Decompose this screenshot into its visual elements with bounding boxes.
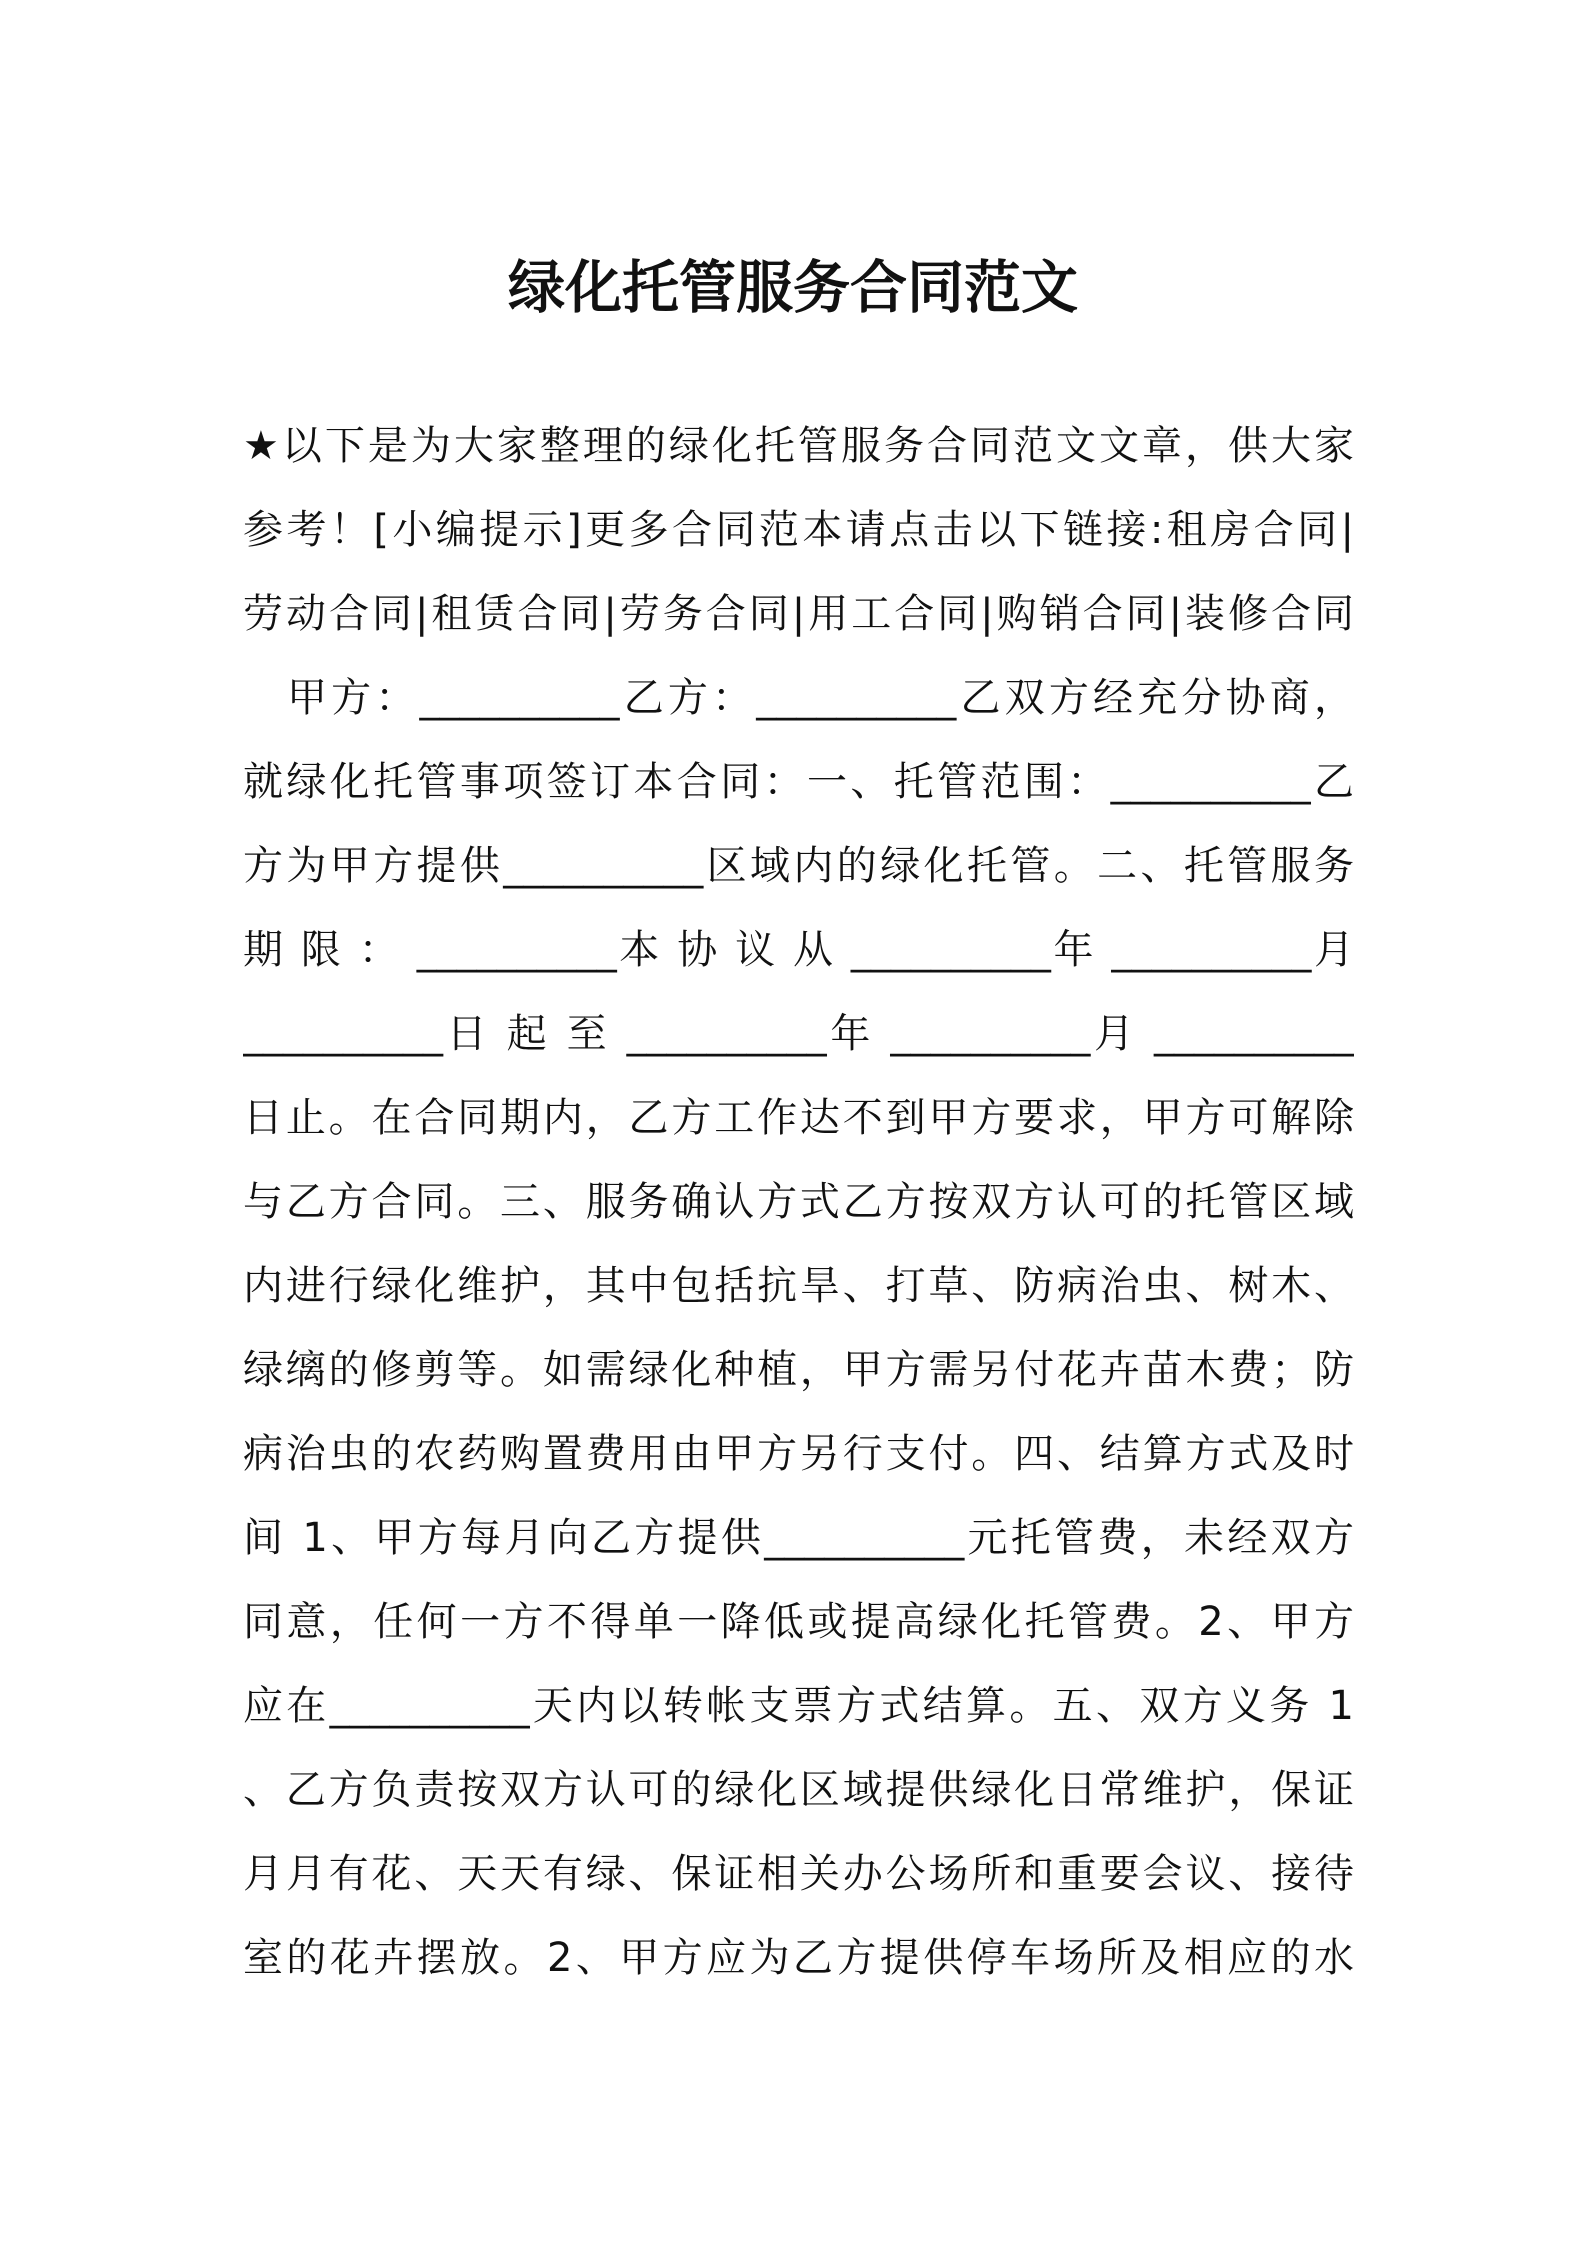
body-line: ★以下是为大家整理的绿化托管服务合同范文文章，供大家 bbox=[243, 423, 1354, 469]
body-line: 就绿化托管事项签订本合同：一、托管范围：__________乙 bbox=[243, 759, 1354, 805]
body-line: 室的花卉摆放。2、甲方应为乙方提供停车场所及相应的水 bbox=[243, 1935, 1354, 1981]
body-line: 绿缡的修剪等。如需绿化种植，甲方需另付花卉苗木费；防 bbox=[243, 1347, 1354, 1393]
body-line: 内进行绿化维护，其中包括抗旱、打草、防病治虫、树木、 bbox=[243, 1263, 1354, 1309]
body-line: 病治虫的农药购置费用由甲方另行支付。四、结算方式及时 bbox=[243, 1431, 1354, 1477]
body-line: 甲方：__________乙方：__________乙双方经充分协商， bbox=[287, 675, 1354, 721]
body-line: 劳动合同|租赁合同|劳务合同|用工合同|购销合同|装修合同 bbox=[243, 591, 1354, 637]
body-line: 期 限 ： __________本 协 议 从 __________年 __________月 bbox=[243, 927, 1354, 973]
body-line: 方为甲方提供__________区域内的绿化托管。二、托管服务 bbox=[243, 843, 1354, 889]
body-line: 与乙方合同。三、服务确认方式乙方按双方认可的托管区域 bbox=[243, 1179, 1354, 1225]
body-line: 间 1、甲方每月向乙方提供__________元托管费，未经双方 bbox=[243, 1515, 1354, 1561]
body-line: 、乙方负责按双方认可的绿化区域提供绿化日常维护，保证 bbox=[243, 1767, 1354, 1813]
body-line: 日止。在合同期内，乙方工作达不到甲方要求，甲方可解除 bbox=[243, 1095, 1354, 1141]
body-line: 应在__________天内以转帐支票方式结算。五、双方义务 1 bbox=[243, 1683, 1354, 1729]
body-line: __________日 起 至 __________年 __________月 __________ bbox=[243, 1011, 1354, 1057]
document-body bbox=[243, 404, 1354, 2000]
document-title: 绿化托管服务合同范文 bbox=[508, 255, 1078, 321]
body-line: 月月有花、天天有绿、保证相关办公场所和重要会议、接待 bbox=[243, 1851, 1354, 1897]
body-line: 参考！[小编提示]更多合同范本请点击以下链接:租房合同| bbox=[243, 507, 1354, 553]
body-line: 同意，任何一方不得单一降低或提高绿化托管费。2、甲方 bbox=[243, 1599, 1354, 1645]
